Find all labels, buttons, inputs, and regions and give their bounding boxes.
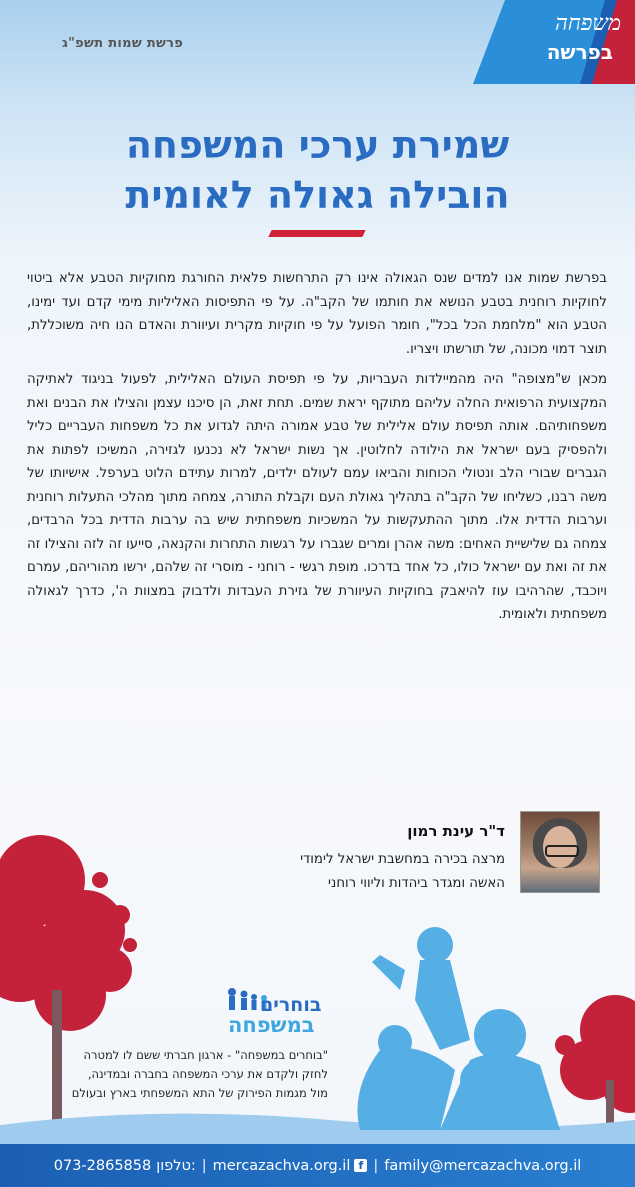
title-underline — [268, 230, 365, 237]
organization-name-line2: במשפחה — [228, 1013, 315, 1037]
footer-email-link[interactable]: family@mercazachva.org.il — [384, 1157, 582, 1174]
logo-line1: משפחה — [554, 11, 621, 36]
page-title — [0, 120, 635, 220]
facebook-icon: f — [354, 1159, 367, 1172]
organization-description-line1: "בוחרים במשפחה" - ארגון חברתי ששם לו למטרה — [83, 1048, 328, 1062]
organization-description — [10, 1046, 328, 1103]
contact-footer — [0, 1144, 635, 1187]
organization-description-line3: מול מגמות הפירוק של התא המשפחתי בארץ ובעולם — [71, 1086, 328, 1100]
footer-phone[interactable]: 073-2865858 — [53, 1157, 152, 1174]
parasha-label: פרשת שמות תשפ"ג — [62, 36, 184, 51]
family-silhouette-icon — [358, 927, 561, 1130]
footer-phone-label: טלפון: — [156, 1157, 196, 1174]
author-photo — [520, 811, 600, 893]
author-name: ד"ר עינת רמון — [407, 822, 505, 840]
footer-separator: | — [373, 1157, 379, 1174]
series-logo — [465, 0, 635, 84]
organization-name-line1: בוחרים — [260, 994, 322, 1016]
logo-line2: בפרשה — [546, 40, 613, 64]
author-bio — [245, 848, 505, 896]
footer-facebook-link[interactable]: mercazachva.org.il — [212, 1157, 351, 1174]
article-paragraph-2: מכאן ש"מצופה" היה מהמיילדות העבריות, על פי תפיסת העולם האלילית, לפעול בניגוד לאתיקה המקצועית הרפואית החלה עליהם מתוקף יראת שמים. תחת זאת, הן סיכנו עצמן והצילו את הבנים ואת משפחותיהם. אותה תפיסת עולם אלילית של טבע אמורה היתה לגדוע את כל משפחות העבריים כליל ולהפסיק בעם ישראל את הילודה לחלוטין. אך נשות ישראל לא נכנעו לגזירה, המשיכו לפתות את הגברים שבורי הלב ונטולי הכוחות והביאו עמם לעולם ילדים, למרות עתידם הלוט בערפל. אישיותו של משה רבנו, כשליחו של הקב"ה בתהליך גאולת העם וקבלת התורה, צמחה מתוך מהלכי התעלות רוחנית וערבות הדדית אלו. מתוך ההתעקשות על המשכיות משפחתית שיש בה ערבות הדדית בכל הרבדים, צמחה גם שלישיית האחים: משה אהרן ומרים שגברו על רגשות התחרות והקנאה, סייעו זה לזה והצילו זה את זה ואת עם ישראל כולו, כל אחד בדרכו. מופת רגשי - רוחני - מוסרי זה שלהם, ירשו מהוריהם, עמרם ויוכבד, שהרהיבו עוז להיאבק בחוקיות העיוורת של גזירת העבדות ולדבוק במצוות ה', כדרך לגאולה משפחתית ולאומית. — [27, 372, 607, 622]
red-tree-left-icon — [0, 835, 137, 1031]
article-body — [27, 267, 607, 634]
footer-separator: | — [201, 1157, 207, 1174]
author-bio-line2: האשה ומגדר ביהדות וליווי רוחני — [328, 876, 505, 891]
organization-description-line2: לחזק ולקדם את ערכי המשפחה בחברה ובמדינה, — [87, 1067, 328, 1081]
red-tree-right-icon — [555, 995, 635, 1113]
title-line2: הובילה גאולה לאומית — [125, 173, 510, 217]
article-paragraph-1: בפרשת שמות אנו למדים שנס הגאולה אינו רק התרחשות פלאית החורגת מחוקיות הטבע אלא ביטוי לחוקיות רוחנית בטבע הנושא את חותמו של הקב"ה. על פי התפיסות האליליות מימי קדם ועד ימינו, הטבע הוא "מלחמת הכל בכל", חומר הפועל על פי חוקיות מקרית ועיוורת והאדם הנו חיה משוכללת, תוצר דמוי מכונה, של תורשתו ויצריו. — [27, 271, 607, 357]
author-bio-line1: מרצה בכירה במחשבת ישראל לימודי — [300, 852, 505, 867]
title-line1: שמירת ערכי המשפחה — [125, 123, 510, 167]
